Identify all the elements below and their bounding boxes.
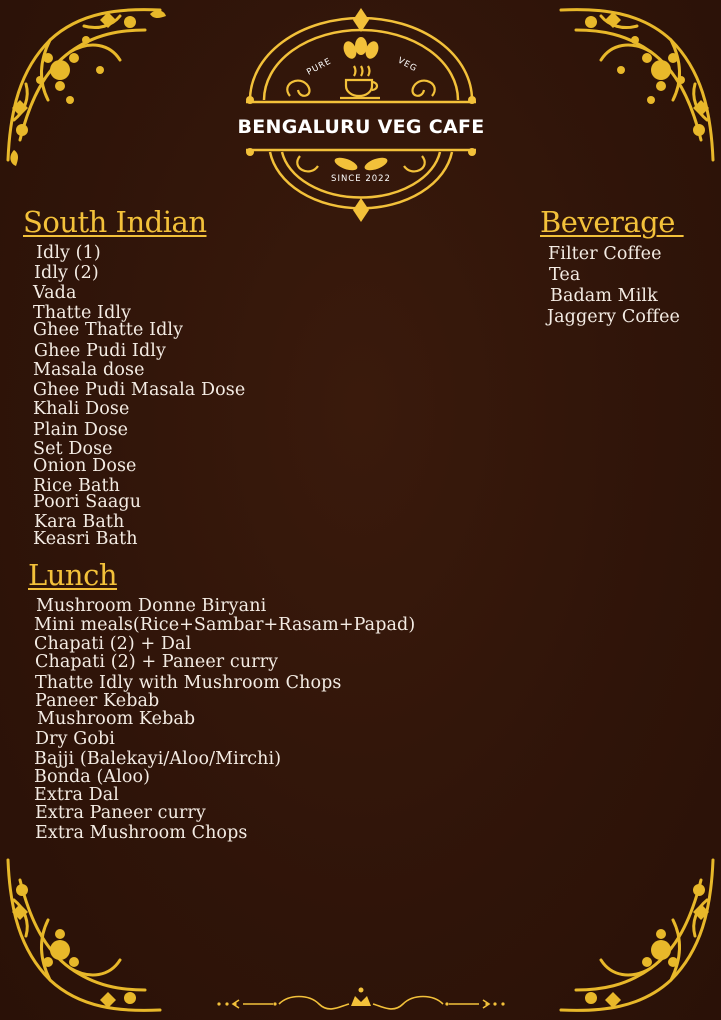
- menu-item: Set Dose: [33, 439, 113, 459]
- coffee-cup-icon: [340, 66, 380, 98]
- corner-ornament-bottom-right: [551, 850, 721, 1020]
- cafe-logo: [230, 6, 492, 224]
- menu-item: Mushroom Donne Biryani: [36, 596, 267, 616]
- menu-item: Chapati (2) + Paneer curry: [35, 652, 279, 672]
- logo-since: SINCE 2022: [331, 174, 391, 184]
- corner-ornament-top-left: [0, 0, 170, 170]
- section-heading-lunch: Lunch: [28, 558, 118, 592]
- menu-item: Kara Bath: [34, 512, 125, 532]
- corner-ornament-bottom-left: [0, 850, 170, 1020]
- menu-item: Idly (1): [36, 243, 101, 263]
- menu-item: Extra Paneer curry: [35, 803, 206, 823]
- menu-item: Onion Dose: [33, 456, 137, 476]
- corner-ornament-top-right: [551, 0, 721, 170]
- floral-corner-icon: [551, 850, 721, 1020]
- bottom-divider-ornament: [215, 982, 507, 1012]
- floral-corner-icon: [551, 0, 721, 170]
- menu-item: Khali Dose: [33, 399, 130, 419]
- menu-item: Badam Milk: [550, 286, 658, 306]
- menu-item: Ghee Pudi Idly: [34, 341, 166, 361]
- menu-item: Ghee Thatte Idly: [33, 320, 184, 340]
- menu-item: Filter Coffee: [548, 244, 662, 264]
- section-heading-beverage: Beverage: [540, 205, 684, 239]
- menu-item: Chapati (2) + Dal: [34, 634, 192, 654]
- menu-item: Thatte Idly: [33, 303, 132, 323]
- section-heading-south-indian: South Indian: [23, 205, 207, 239]
- menu-item: Mini meals(Rice+Sambar+Rasam+Papad): [34, 615, 416, 635]
- menu-item: Extra Dal: [34, 785, 119, 805]
- menu-item: Vada: [33, 283, 77, 303]
- menu-item: Jaggery Coffee: [547, 307, 681, 327]
- floral-corner-icon: [0, 850, 170, 1020]
- menu-item: Paneer Kebab: [35, 691, 160, 711]
- menu-item: Plain Dose: [33, 420, 129, 440]
- menu-item: Dry Gobi: [35, 729, 115, 749]
- floral-corner-icon: [0, 0, 170, 170]
- menu-item: Bonda (Aloo): [34, 767, 151, 787]
- menu-item: Masala dose: [33, 360, 145, 380]
- logo-tag-veg: VEG: [395, 55, 419, 75]
- menu-item: Bajji (Balekayi/Aloo/Mirchi): [34, 749, 282, 769]
- menu-item: Extra Mushroom Chops: [35, 823, 248, 843]
- menu-item: Ghee Pudi Masala Dose: [33, 380, 246, 400]
- logo-emblem: [230, 6, 492, 224]
- menu-item: Rice Bath: [33, 476, 120, 496]
- menu-item: Poori Saagu: [33, 492, 142, 512]
- menu-item: Tea: [549, 265, 581, 285]
- menu-item: Mushroom Kebab: [37, 709, 196, 729]
- menu-item: Keasri Bath: [33, 529, 138, 549]
- crown-divider-icon: [215, 982, 507, 1012]
- cafe-name: BENGALURU VEG CAFE: [237, 116, 485, 138]
- logo-tag-pure: PURE: [305, 56, 334, 78]
- menu-item: Idly (2): [34, 263, 99, 283]
- menu-item: Thatte Idly with Mushroom Chops: [35, 673, 342, 693]
